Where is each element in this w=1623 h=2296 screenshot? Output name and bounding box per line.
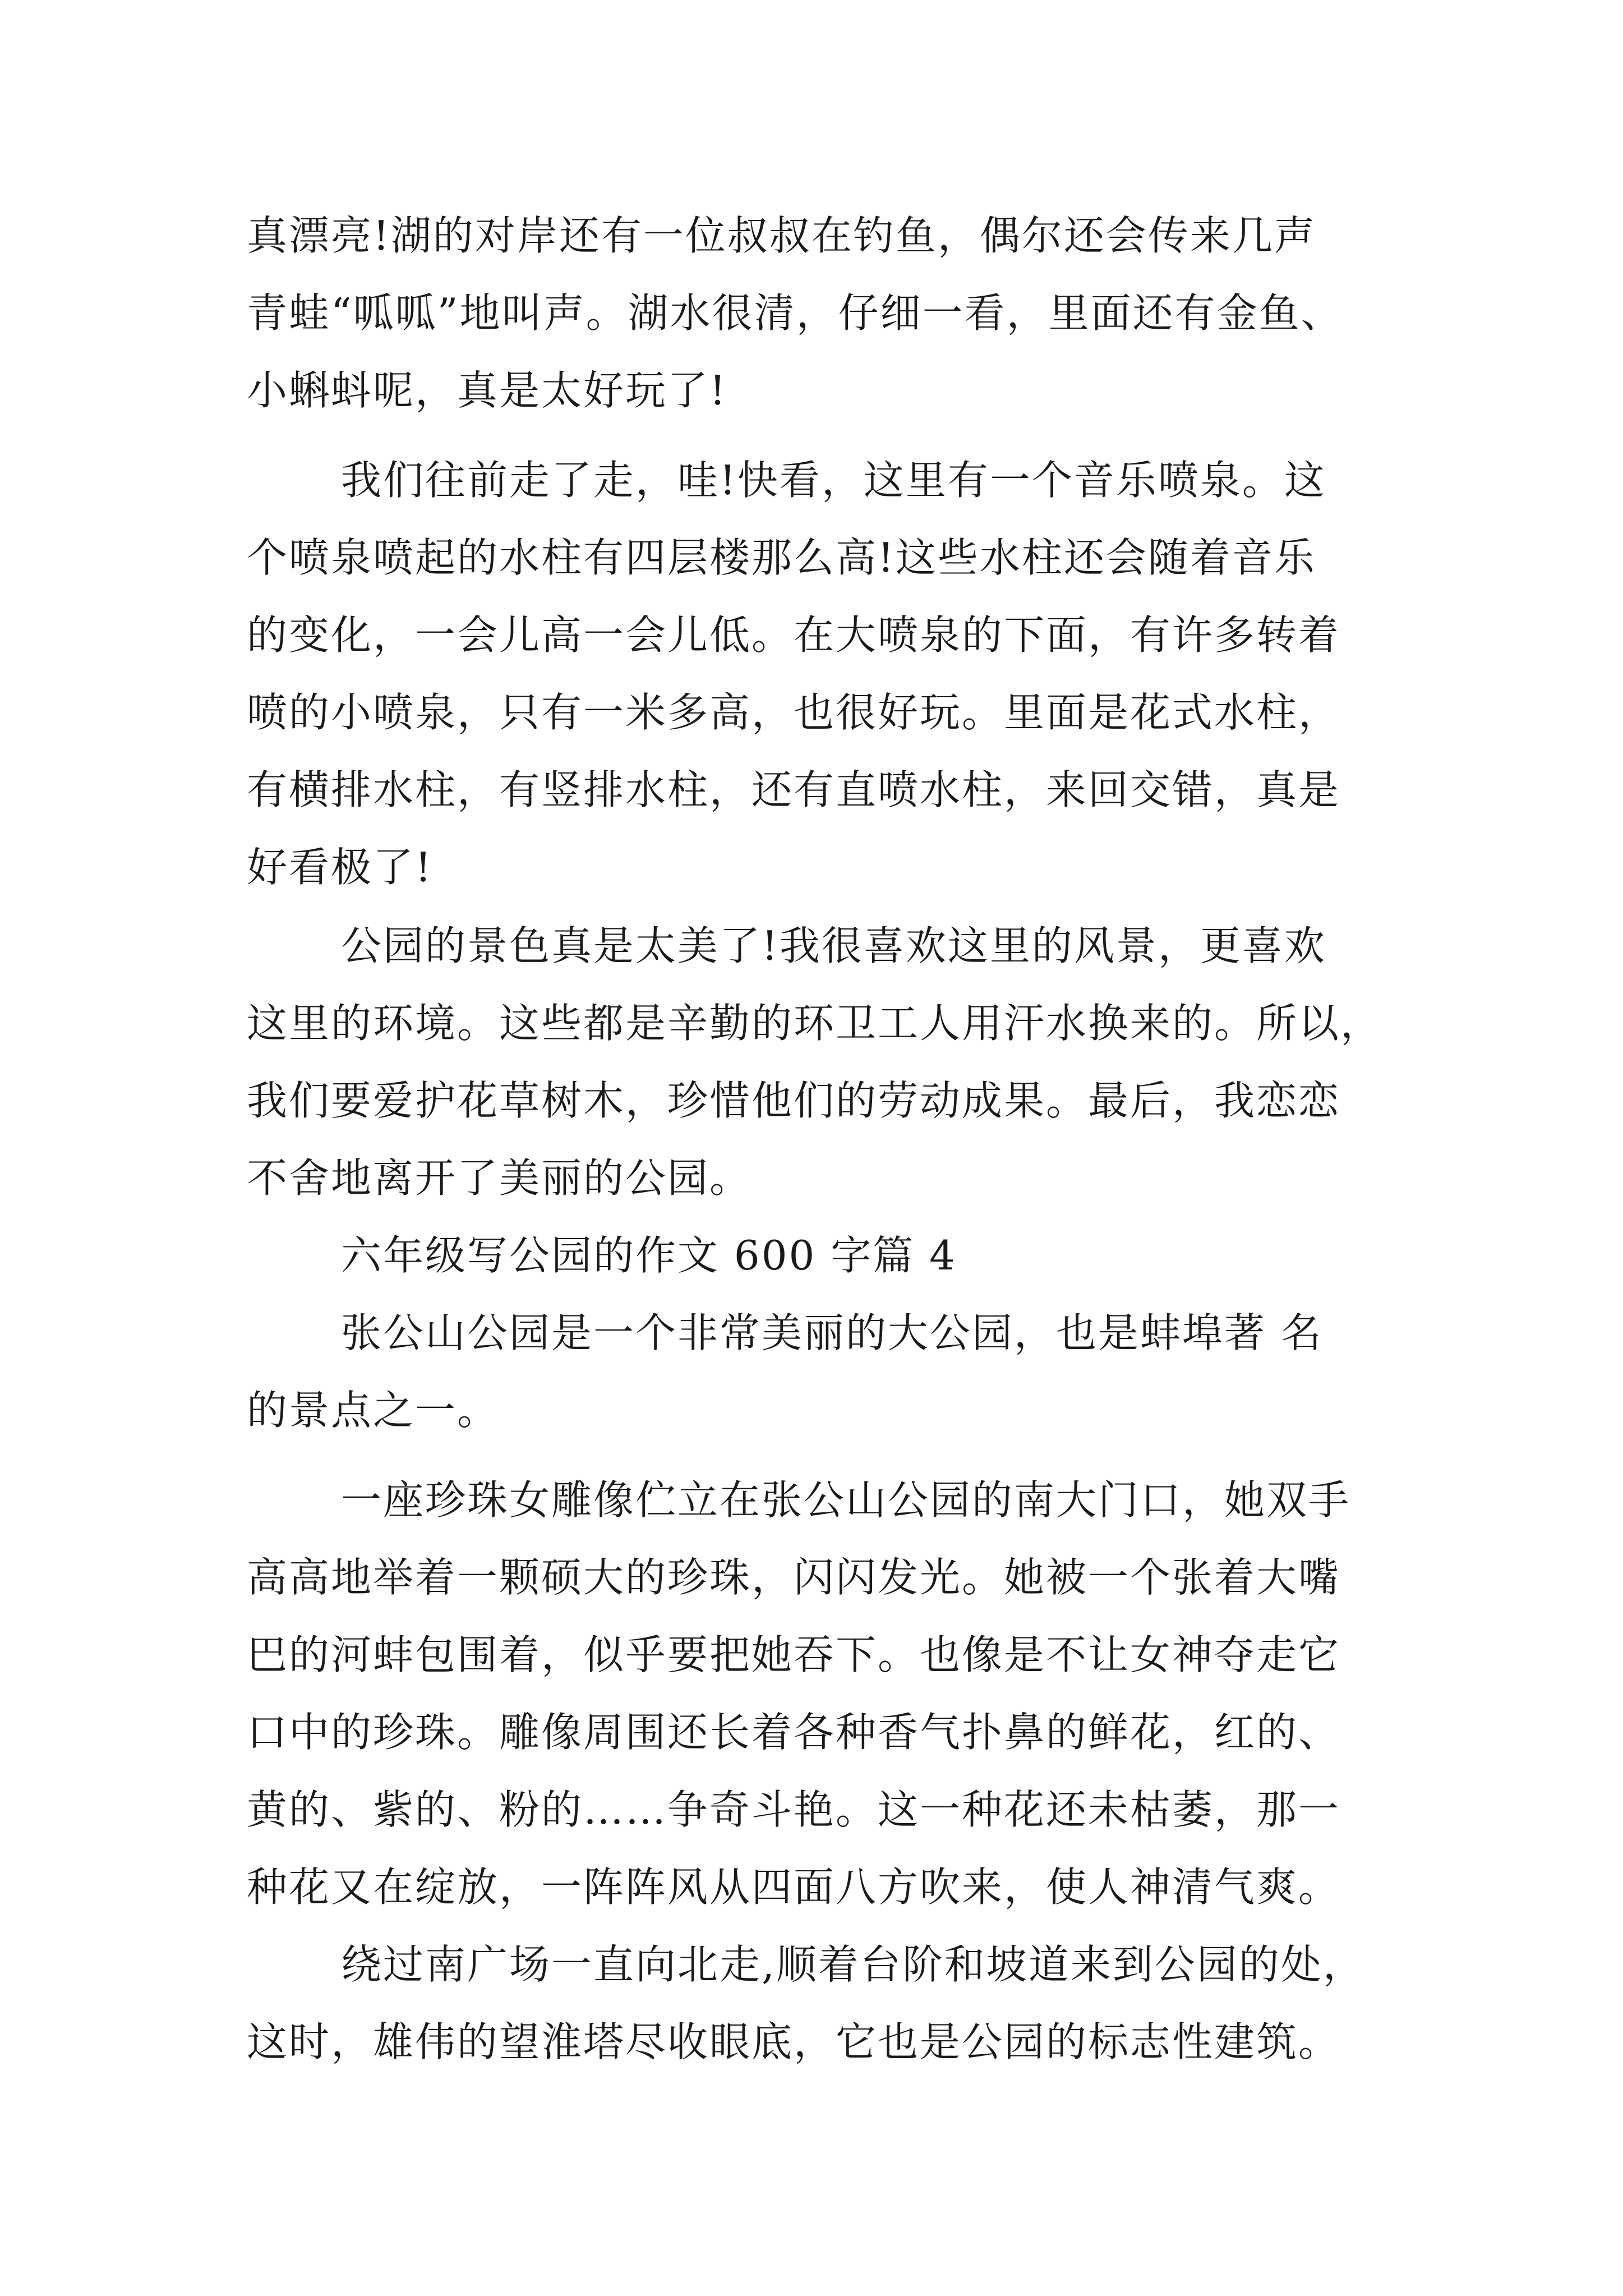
text-line: 黄的、紫的、粉的……争奇斗艳。这一种花还未枯萎，那一 (247, 1786, 1341, 1833)
text-line: 的变化，一会儿高一会儿低。在大喷泉的下面，有许多转着 (247, 611, 1341, 659)
paragraph-start-line: 张公山公园是一个非常美丽的大公园，也是蚌埠著 名 (341, 1309, 1323, 1356)
text-line: 不舍地离开了美丽的公园。 (247, 1154, 752, 1202)
paragraph-start-line: 公园的景色真是太美了!我很喜欢这里的风景，更喜欢 (341, 922, 1326, 969)
text-line: 青蛙“呱呱”地叫声。湖水很清，仔细一看，里面还有金鱼、 (247, 289, 1343, 337)
text-line: 这时，雄伟的望淮塔尽收眼底，它也是公园的标志性建筑。 (247, 2018, 1341, 2065)
text-line: 有横排水柱，有竖排水柱，还有直喷水柱，来回交错，真是 (247, 766, 1341, 813)
paragraph-start-line: 一座珍珠女雕像伫立在张公山公园的南大门口，她双手 (341, 1476, 1351, 1524)
text-line: 好看极了! (247, 844, 433, 891)
text-line: 这里的环境。这些都是辛勤的环卫工人用汗水换来的。所以， (247, 1000, 1383, 1047)
text-line: 种花又在绽放，一阵阵风从四面八方吹来，使人神清气爽。 (247, 1864, 1341, 1911)
text-line: 喷的小喷泉，只有一米多高，也很好玩。里面是花式水柱， (247, 689, 1341, 736)
section-heading: 六年级写公园的作文 600 字篇 4 (341, 1232, 957, 1279)
text-line: 个喷泉喷起的水柱有四层楼那么高!这些水柱还会随着音乐 (247, 534, 1316, 581)
text-line: 真漂亮!湖的对岸还有一位叔叔在钓鱼，偶尔还会传来几声 (247, 212, 1316, 259)
text-line: 口中的珍珠。雕像周围还长着各种香气扑鼻的鲜花，红的、 (247, 1709, 1341, 1756)
paragraph-start-line: 我们往前走了走，哇!快看，这里有一个音乐喷泉。这 (341, 457, 1326, 504)
text-line: 小蝌蚪呢，真是太好玩了! (247, 367, 727, 414)
text-line: 的景点之一。 (247, 1387, 500, 1434)
text-line: 高高地举着一颗硕大的珍珠，闪闪发光。她被一个张着大嘴 (247, 1554, 1341, 1601)
paragraph-start-line: 绕过南广场一直向北走,顺着台阶和坡道来到公园的处， (341, 1941, 1365, 1988)
text-line: 巴的河蚌包围着，似乎要把她吞下。也像是不让女神夺走它 (247, 1631, 1341, 1678)
text-line: 我们要爱护花草树木，珍惜他们的劳动成果。最后，我恋恋 (247, 1077, 1341, 1124)
